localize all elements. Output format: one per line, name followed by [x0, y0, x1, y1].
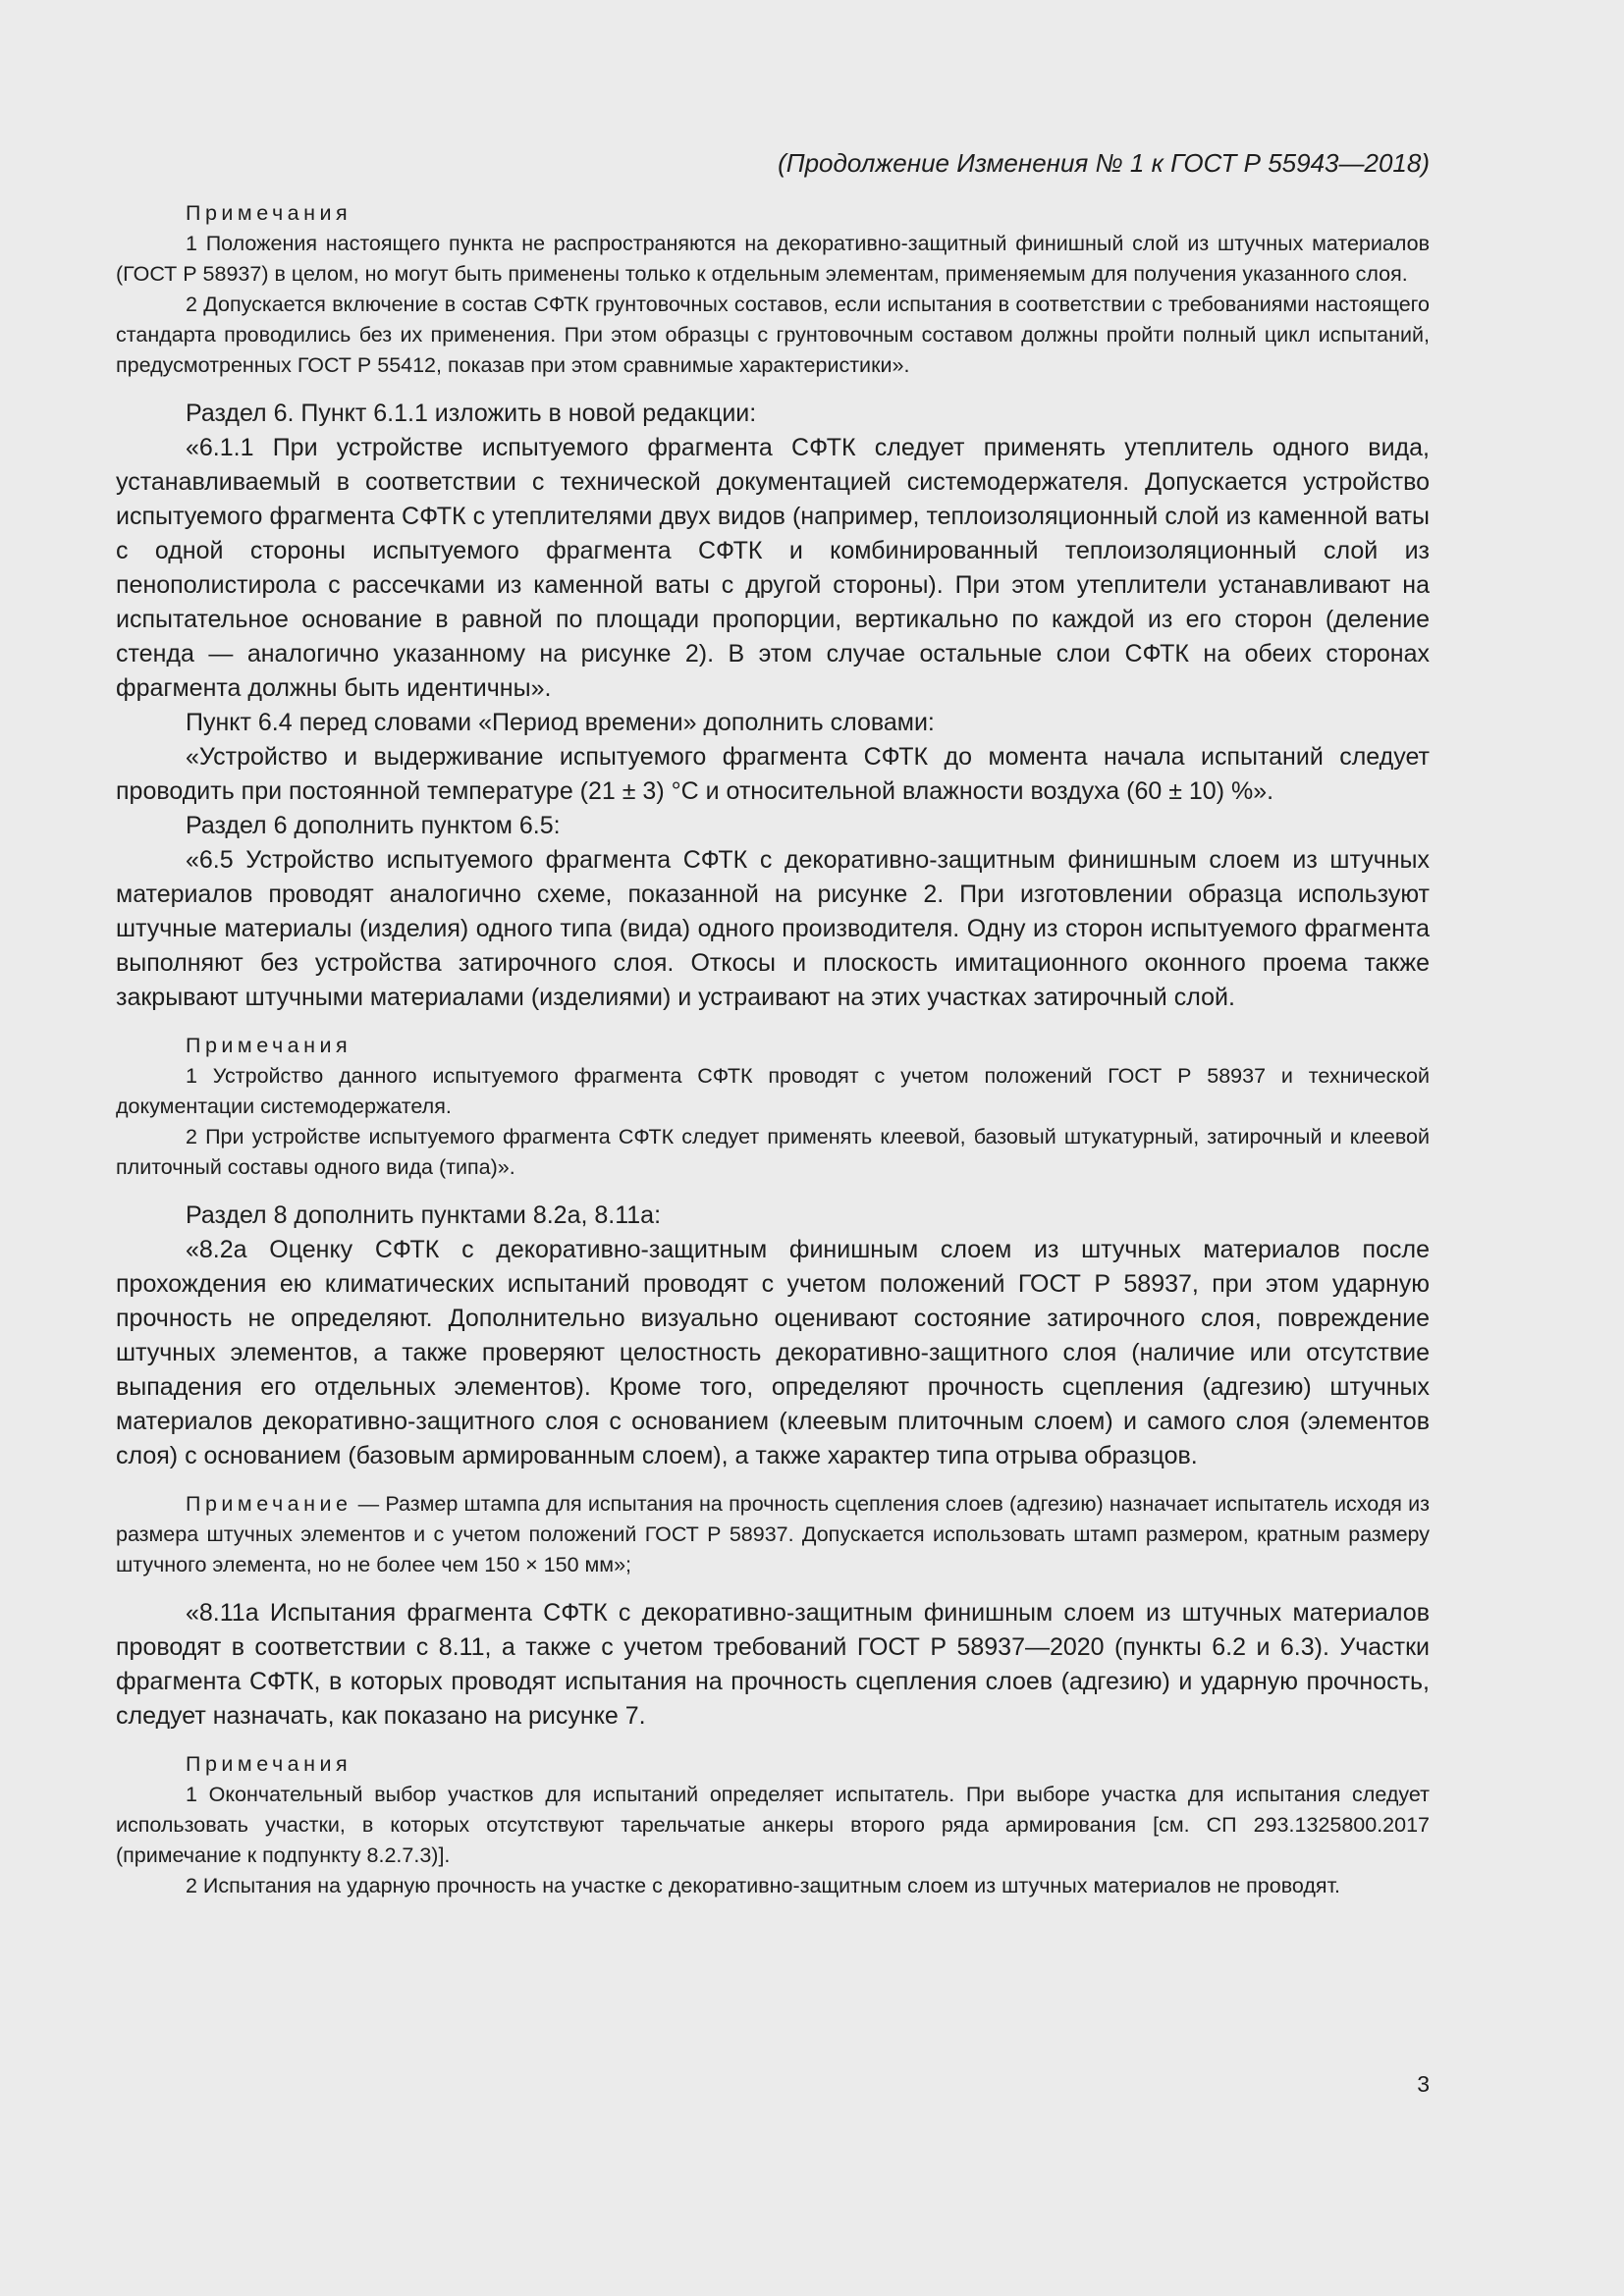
clause-6-4-text: «Устройство и выдерживание испытуемого фрагмента СФТК до момента начала испытаний следует проводить при постоянной температуре (21 ± 3) °С и относительной влажности воздуха (60 ± 10) %».: [116, 743, 1430, 805]
notes-title-1: Примечания: [186, 201, 352, 225]
clause-6-5-heading: Раздел 6 дополнить пунктом 6.5:: [186, 812, 561, 839]
note-1-2: 2 Допускается включение в состав СФТК грунтовочных составов, если испытания в соответствии с требованиями настоящего стандарта проводились без их применения. При этом образцы с грунтовочным составом должны пройти полный цикл испытаний, предусмотренных ГОСТ Р 55412, показав при этом сравнимые характеристики».: [116, 293, 1430, 377]
note-2-2: 2 При устройстве испытуемого фрагмента СФТК следует применять клеевой, базовый штукатурный, затирочный и клеевой плиточный составы одного вида (типа)».: [116, 1125, 1430, 1179]
note-1-1: 1 Положения настоящего пункта не распространяются на декоративно-защитный финишный слой из штучных материалов (ГОСТ Р 58937) в целом, но могут быть применены только к отдельным элементам, применяемым для получения указанного слоя.: [116, 232, 1430, 286]
note-single-title: Примечание: [186, 1492, 352, 1516]
clause-6-5-text: «6.5 Устройство испытуемого фрагмента СФТК с декоративно-защитным финишным слоем из штучных материалов проводят аналогично схеме, показанной на рисунке 2. При изготовлении образца используют штучные материалы (изделия) одного типа (вида) одного производителя. Одну из сторон испытуемого фрагмента выполняют без устройства затирочного слоя. Откосы и плоскость имитационного оконного проема также закрывают штучными материалами (изделиями) и устраивают на этих участках затирочный слой.: [116, 846, 1430, 1011]
clause-8-2a: «8.2а Оценку СФТК с декоративно-защитным финишным слоем из штучных материалов после прохождения ею климатических испытаний проводят с учетом положений ГОСТ Р 58937, при этом ударную прочность не определяют. Дополнительно визуально оценивают состояние затирочного слоя, повреждение штучных элементов, а также проверяют целостность декоративно-защитного слоя (наличие или отсутствие выпадения его отдельных элементов). Кроме того, определяют прочность сцепления (адгезию) штучных материалов декоративно-защитного слоя с основанием (клеевым плиточным слоем) и самого слоя (элементов слоя) с основанием (базовым армированным слоем), а также характер типа отрыва образцов.: [116, 1236, 1430, 1469]
page-number: 3: [1417, 2071, 1430, 2097]
section-8-heading: Раздел 8 дополнить пунктами 8.2а, 8.11а:: [186, 1201, 662, 1229]
running-header: (Продолжение Изменения № 1 к ГОСТ Р 55943—2018): [778, 148, 1430, 178]
notes-title-2: Примечания: [186, 1034, 352, 1057]
note-single-text: — Размер штампа для испытания на прочность сцепления слоев (адгезию) назначает испытатель исходя из размера штучных элементов и с учетом положений ГОСТ Р 58937. Допускается использовать штамп размером, кратным размеру штучного элемента, но не более чем 150 × 150 мм»;: [116, 1492, 1430, 1576]
page-content: [116, 145, 1430, 1901]
clause-8-11a: «8.11а Испытания фрагмента СФТК с декоративно-защитным финишным слоем из штучных материалов проводят в соответствии с 8.11, а также с учетом требований ГОСТ Р 58937—2020 (пункты 6.2 и 6.3). Участки фрагмента СФТК, в которых проводят испытания на прочность сцепления слоев (адгезию) и ударную прочность, следует назначать, как показано на рисунке 7.: [116, 1599, 1430, 1730]
notes-title-3: Примечания: [186, 1752, 352, 1776]
clause-6-4-heading: Пункт 6.4 перед словами «Период времени» дополнить словами:: [186, 709, 935, 736]
clause-6-1-1: «6.1.1 При устройстве испытуемого фрагмента СФТК следует применять утеплитель одного вида, устанавливаемый в соответствии с технической документацией системодержателя. Допускается устройство испытуемого фрагмента СФТК с утеплителями двух видов (например, теплоизоляционный слой из каменной ваты с одной стороны испытуемого фрагмента СФТК и комбинированный теплоизоляционный слой из пенополистирола с рассечками из каменной ваты с другой стороны). При этом утеплители устанавливают на испытательное основание в равной по площади пропорции, вертикально по каждой из его сторон (деление стенда — аналогично указанному на рисунке 2). В этом случае остальные слои СФТК на обеих сторонах фрагмента должны быть идентичны».: [116, 434, 1430, 702]
note-3-2: 2 Испытания на ударную прочность на участке с декоративно-защитным слоем из штучных материалов не проводят.: [186, 1874, 1341, 1897]
note-single: [116, 1489, 1430, 1580]
note-2-1: 1 Устройство данного испытуемого фрагмента СФТК проводят с учетом положений ГОСТ Р 58937 и технической документации системодержателя.: [116, 1064, 1430, 1118]
section-6-heading: Раздел 6. Пункт 6.1.1 изложить в новой редакции:: [186, 400, 757, 427]
note-3-1: 1 Окончательный выбор участков для испытаний определяет испытатель. При выборе участка для испытания следует использовать участки, в которых отсутствуют тарельчатые анкеры второго ряда армирования [см. СП 293.1325800.2017 (примечание к подпункту 8.2.7.3)].: [116, 1783, 1430, 1867]
